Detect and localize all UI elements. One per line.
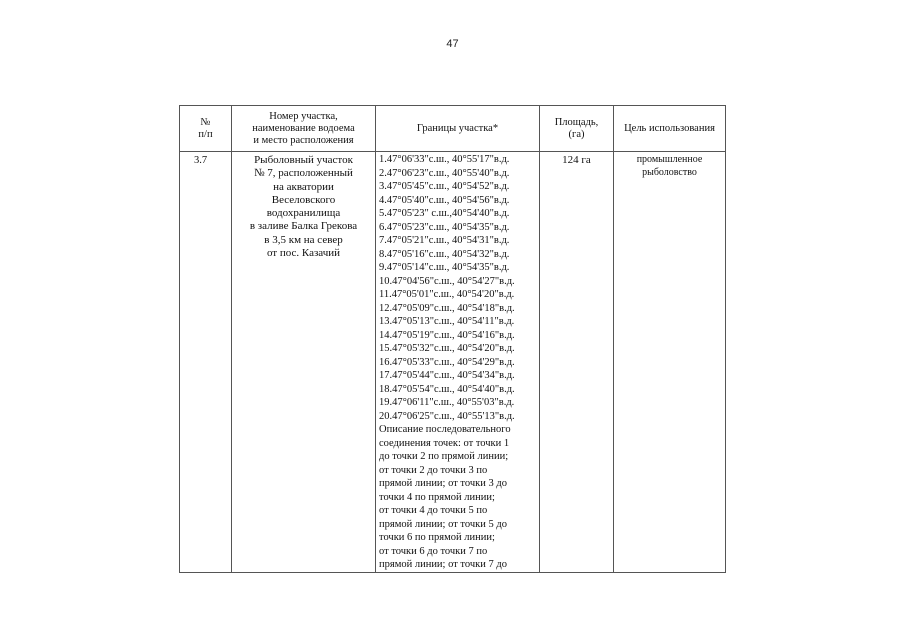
boundary-description-line: до точки 2 по прямой линии; bbox=[379, 451, 509, 462]
coordinate-point: 20.47°06'25"с.ш., 40°55'13"в.д. bbox=[379, 410, 515, 422]
coordinate-point: 13.47°05'13"с.ш., 40°54'11"в.д. bbox=[379, 316, 515, 327]
coordinate-point: 8.47°05'16"с.ш., 40°54'32"в.д. bbox=[379, 248, 510, 260]
coordinate-point: 18.47°05'54"с.ш., 40°54'40"в.д. bbox=[379, 383, 515, 395]
fishing-area-table bbox=[179, 105, 726, 573]
page-number: 47 bbox=[446, 38, 459, 50]
boundary-description-line: от точки 4 до точки 5 по bbox=[379, 505, 488, 516]
coordinate-point: 10.47°04'56"с.ш., 40°54'27"в.д. bbox=[379, 275, 515, 287]
coordinate-point: 7.47°05'21"с.ш., 40°54'31"в.д. bbox=[379, 235, 510, 246]
coordinate-point: 6.47°05'23"с.ш., 40°54'35"в.д. bbox=[379, 221, 510, 233]
coordinate-point: 17.47°05'44"с.ш., 40°54'34"в.д. bbox=[379, 370, 515, 381]
coordinate-point: 16.47°05'33"с.ш., 40°54'29"в.д. bbox=[379, 356, 515, 368]
coordinate-point: 11.47°05'01"с.ш., 40°54'20"в.д. bbox=[379, 289, 515, 300]
coordinates-list bbox=[376, 152, 539, 572]
boundary-description-line: Описание последовательного bbox=[379, 424, 511, 435]
cell-area-name: Рыболовный участок № 7, расположенный на акватории Веселовского водохранилища в заливе Балка Грекова в 3,5 км на север от пос. Казачий bbox=[232, 152, 376, 573]
table-header-row bbox=[180, 106, 726, 152]
table-row bbox=[180, 152, 726, 573]
header-boundaries: Границы участка* bbox=[376, 106, 540, 152]
header-number: № п/п bbox=[180, 106, 232, 152]
coordinate-point: 19.47°06'11"с.ш., 40°55'03"в.д. bbox=[379, 397, 515, 408]
cell-area: 124 га bbox=[540, 152, 614, 573]
boundary-description-line: точки 4 по прямой линии; bbox=[379, 491, 495, 503]
cell-boundaries bbox=[376, 152, 540, 573]
boundary-description-line: прямой линии; от точки 7 до bbox=[379, 559, 507, 570]
coordinate-point: 12.47°05'09"с.ш., 40°54'18"в.д. bbox=[379, 302, 515, 314]
boundary-description-line: точки 6 по прямой линии; bbox=[379, 532, 495, 543]
coordinate-point: 2.47°06'23"с.ш., 40°55'40"в.д. bbox=[379, 167, 510, 179]
coordinate-point: 3.47°05'45"с.ш., 40°54'52"в.д. bbox=[379, 181, 510, 192]
boundary-description-line: прямой линии; от точки 3 до bbox=[379, 478, 507, 489]
coordinate-point: 14.47°05'19"с.ш., 40°54'16"в.д. bbox=[379, 329, 515, 341]
header-name: Номер участка, наименование водоема и место расположения bbox=[232, 106, 376, 152]
header-purpose: Цель использования bbox=[614, 106, 726, 152]
cell-purpose: промышленное рыболовство bbox=[614, 152, 726, 573]
coordinate-point: 1.47°06'33"с.ш., 40°55'17"в.д. bbox=[379, 154, 510, 165]
boundary-description-line: от точки 6 до точки 7 по bbox=[379, 545, 488, 557]
cell-number: 3.7 bbox=[180, 152, 232, 573]
coordinate-point: 4.47°05'40"с.ш., 40°54'56"в.д. bbox=[379, 194, 510, 206]
boundary-description-line: соединения точек: от точки 1 bbox=[379, 437, 510, 449]
coordinate-point: 5.47°05'23" с.ш.,40°54'40"в.д. bbox=[379, 208, 510, 219]
coordinate-point: 15.47°05'32"с.ш., 40°54'20"в.д. bbox=[379, 343, 515, 354]
header-area: Площадь, (га) bbox=[540, 106, 614, 152]
boundary-description-line: от точки 2 до точки 3 по bbox=[379, 464, 488, 476]
boundary-description-line: прямой линии; от точки 5 до bbox=[379, 518, 507, 530]
coordinate-point: 9.47°05'14"с.ш., 40°54'35"в.д. bbox=[379, 262, 510, 273]
